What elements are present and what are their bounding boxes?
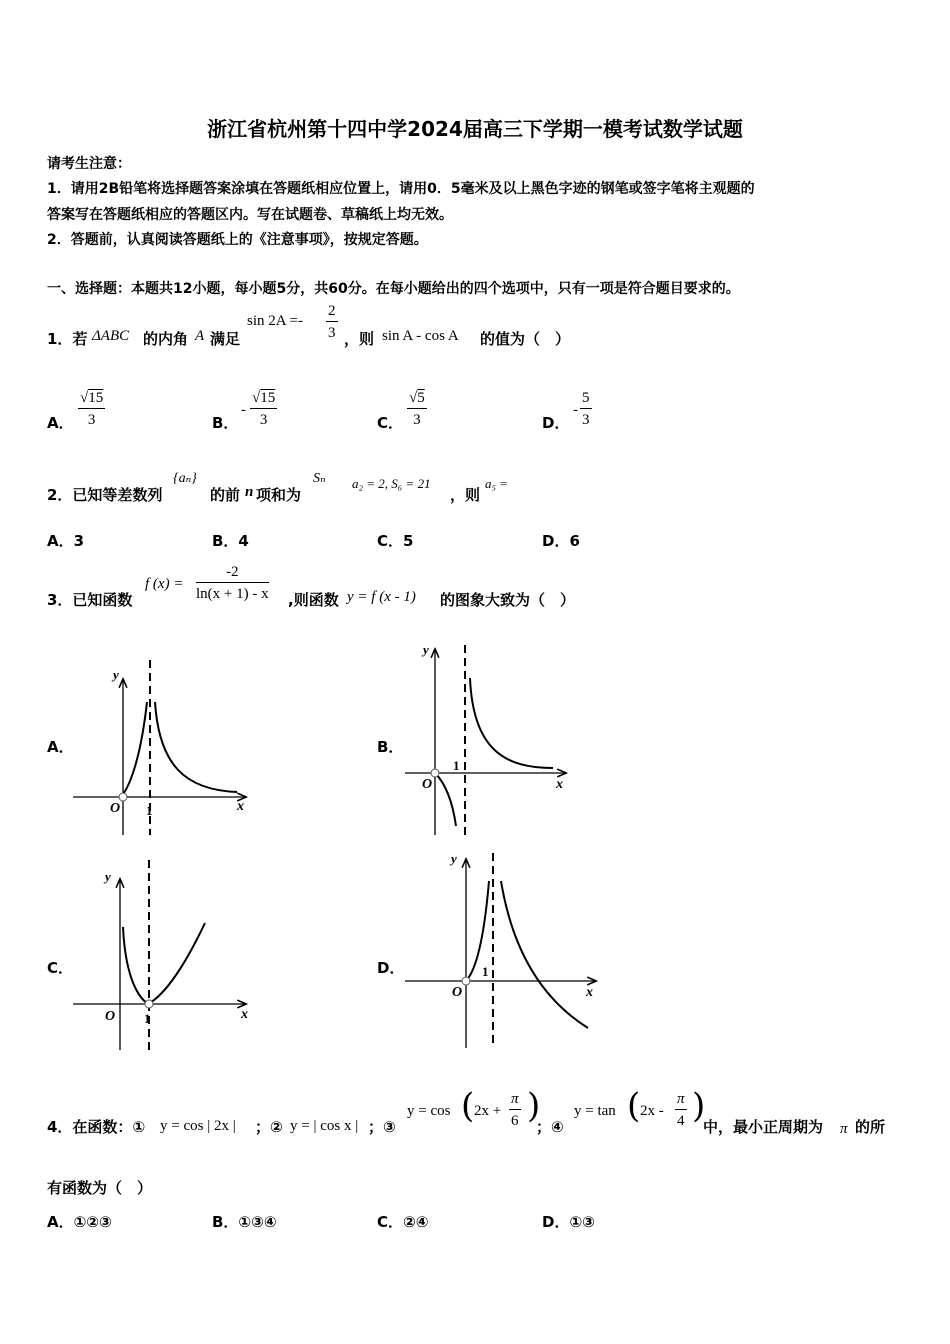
q3-option-a-label: A． [47, 738, 74, 756]
q2-sn: Sₙ [313, 471, 326, 486]
q1-triangle: ΔABC [92, 328, 130, 344]
q4-function-2: y = | cos x | [290, 1118, 359, 1134]
notice-line-3: 2．答题前，认真阅读答题纸上的《注意事项》，按规定答题。 [47, 232, 428, 248]
q2-n: n [245, 484, 254, 500]
q2-option-d: D．6 [542, 532, 580, 550]
q1-option-d-num: 5 [580, 388, 592, 409]
q4-function-4b: 2x - [640, 1103, 664, 1119]
q1-text-5: 的值为（ ） [480, 330, 571, 348]
q3-text-2: ,则函数 [288, 591, 339, 609]
q2-option-a: A．3 [47, 532, 85, 550]
q3-option-d-label: D． [377, 959, 405, 977]
section-heading: 一、选择题：本题共12小题，每小题5分，共60分。在每小题给出的四个选项中，只有一项是符合题目要求的。 [47, 281, 740, 297]
axis-label-x: x [237, 799, 244, 814]
q3-frac-num: -2 [196, 562, 269, 583]
origin-point [431, 769, 439, 777]
q2-option-c: C．5 [377, 532, 414, 550]
q4-function-1: y = cos | 2x | [160, 1118, 236, 1134]
page-title: 浙江省杭州第十四中学2024届高三下学期一模考试数学试题 [207, 117, 743, 141]
axis-label-y: y [423, 642, 429, 657]
curve-left [121, 702, 147, 797]
q3-option-b-label: B． [377, 738, 404, 756]
axis-label-x: x [241, 1007, 248, 1022]
curve-right [155, 702, 237, 792]
q2-text-1: 2．已知等差数列 [47, 486, 163, 504]
origin-label: O [452, 985, 463, 1000]
q1-option-a-value: $\frac{√15}{3}$ [78, 388, 105, 431]
q4-option-b: B．①③④ [212, 1213, 277, 1231]
notice-line-2: 答案写在答题纸相应的答题区内。写在试题卷、草稿纸上均无效。 [47, 207, 453, 223]
q1-option-a-den: 3 [87, 412, 96, 428]
axis-label-y: y [113, 667, 119, 682]
tick-label-1: 1 [144, 1011, 151, 1026]
origin-label: O [110, 801, 121, 816]
q3-option-c-label: C． [47, 959, 74, 977]
q4-option-a: A．①②③ [47, 1213, 112, 1231]
q4-text-1: 4．在函数：① [47, 1118, 146, 1136]
q2-conditions: a₂ = 2, S₆ = 21 [352, 476, 431, 491]
q4-text-3: 的所 [855, 1118, 886, 1136]
curve [123, 923, 205, 1004]
q3-graph-c [65, 855, 265, 1055]
q2-option-b: B．4 [212, 532, 249, 550]
q4-paren-close-4: ) [692, 1086, 706, 1126]
origin-point [119, 793, 127, 801]
tick-label-1: 1 [146, 803, 153, 818]
q1-option-c-radicand: 5 [417, 390, 425, 406]
q1-option-b-den: 3 [259, 412, 268, 428]
q4-pi: π [840, 1121, 848, 1137]
q1-option-c-value: $\frac{√5}{3}$ [407, 388, 427, 431]
q1-frac-num: 2 [326, 301, 338, 322]
q3-fx [145, 576, 183, 593]
q1-option-a-label: A． [47, 414, 74, 432]
q1-option-a-radicand: 15 [88, 390, 104, 406]
q4-frac4-num: π [675, 1089, 687, 1110]
q4-paren-open-4: ( [627, 1086, 641, 1126]
q1-option-b-label: B． [212, 414, 239, 432]
q3-fraction [196, 562, 269, 605]
q4-text-line2: 有函数为（ ） [47, 1179, 153, 1197]
q1-text-3: 满足 [210, 330, 241, 348]
origin-label: O [422, 777, 433, 792]
q4-frac4-den: 4 [677, 1113, 685, 1129]
q1-option-b-value: $\frac{√15}{3}$ [250, 388, 277, 431]
q4-function-4a: y = tan [574, 1103, 616, 1119]
q1-option-d-label: D． [542, 414, 570, 432]
q1-option-d-sign: - [573, 402, 578, 418]
q1-expression: sin A - cos A [382, 328, 459, 344]
q4-fraction-4 [675, 1089, 687, 1132]
q4-option-c: C．②④ [377, 1213, 429, 1231]
q3-text-3: 的图象大致为（ ） [440, 591, 576, 609]
q1-option-c-label: C． [377, 414, 404, 432]
q1-option-b-sign: - [241, 402, 246, 418]
q1-fraction [326, 301, 338, 344]
q1-var-a: A [195, 328, 205, 344]
q3-fx-text: f (x) = [145, 576, 184, 592]
q2-text-2: 的前 [210, 486, 241, 504]
axis-label-x: x [586, 985, 593, 1000]
curve-right [501, 881, 588, 1028]
curve-left [435, 773, 456, 826]
q2-sequence: {aₙ} [173, 471, 197, 486]
q4-sep-1: ；② [255, 1118, 283, 1136]
q2-a5: a₅ = [485, 476, 509, 491]
q1-frac-den: 3 [328, 325, 336, 341]
q1-option-d-den: 3 [582, 412, 590, 428]
q3-yfx: y = f (x - 1) [347, 589, 416, 605]
q1-option-c-den: 3 [413, 412, 421, 428]
q4-function-3b: 2x + [474, 1103, 502, 1119]
q2-text-3: 项和为 [256, 486, 302, 504]
q4-sep-2: ；③ [368, 1118, 396, 1136]
q1-option-b-radicand: 15 [260, 390, 276, 406]
q4-paren-close-3: ) [527, 1086, 541, 1126]
q1-option-d-value [580, 388, 592, 431]
curve-right [470, 678, 553, 768]
origin-label: O [105, 1009, 116, 1024]
min-point [145, 1000, 153, 1008]
q1-sin2a: sin 2A =- [247, 313, 303, 329]
axis-label-y: y [105, 869, 111, 884]
q4-frac3-den: 6 [511, 1113, 519, 1129]
origin-point [462, 977, 470, 985]
q1-text-2: 的内角 [143, 330, 189, 348]
q4-function-3a: y = cos [407, 1103, 451, 1119]
notice-heading: 请考生注意： [47, 156, 131, 172]
q3-graph-d [400, 848, 610, 1053]
q4-paren-open-3: ( [461, 1086, 475, 1126]
q3-frac-den: ln(x + 1) - x [196, 586, 269, 602]
tick-label-1: 1 [453, 758, 460, 773]
q3-graph-a [65, 655, 265, 840]
axis-label-y: y [451, 851, 457, 866]
q4-frac3-num: π [509, 1089, 521, 1110]
axis-label-x: x [556, 777, 563, 792]
q1-text-1: 1．若 [47, 330, 88, 348]
q3-text-1: 3．已知函数 [47, 591, 133, 609]
q4-option-d: D．①③ [542, 1213, 595, 1231]
q1-text-4: ，则 [344, 330, 375, 348]
q3-graph-b [395, 640, 580, 840]
q4-text-2: 中，最小正周期为 [703, 1118, 824, 1136]
notice-line-1: 1．请用2B铅笔将选择题答案涂填在答题纸相应位置上，请用0．5毫米及以上黑色字迹的钢笔或签字笔将主观题的 [47, 181, 755, 197]
tick-label-1: 1 [482, 964, 489, 979]
q4-fraction-3 [509, 1089, 521, 1132]
q2-text-4: ，则 [450, 486, 481, 504]
q4-sep-3: ；④ [536, 1118, 564, 1136]
